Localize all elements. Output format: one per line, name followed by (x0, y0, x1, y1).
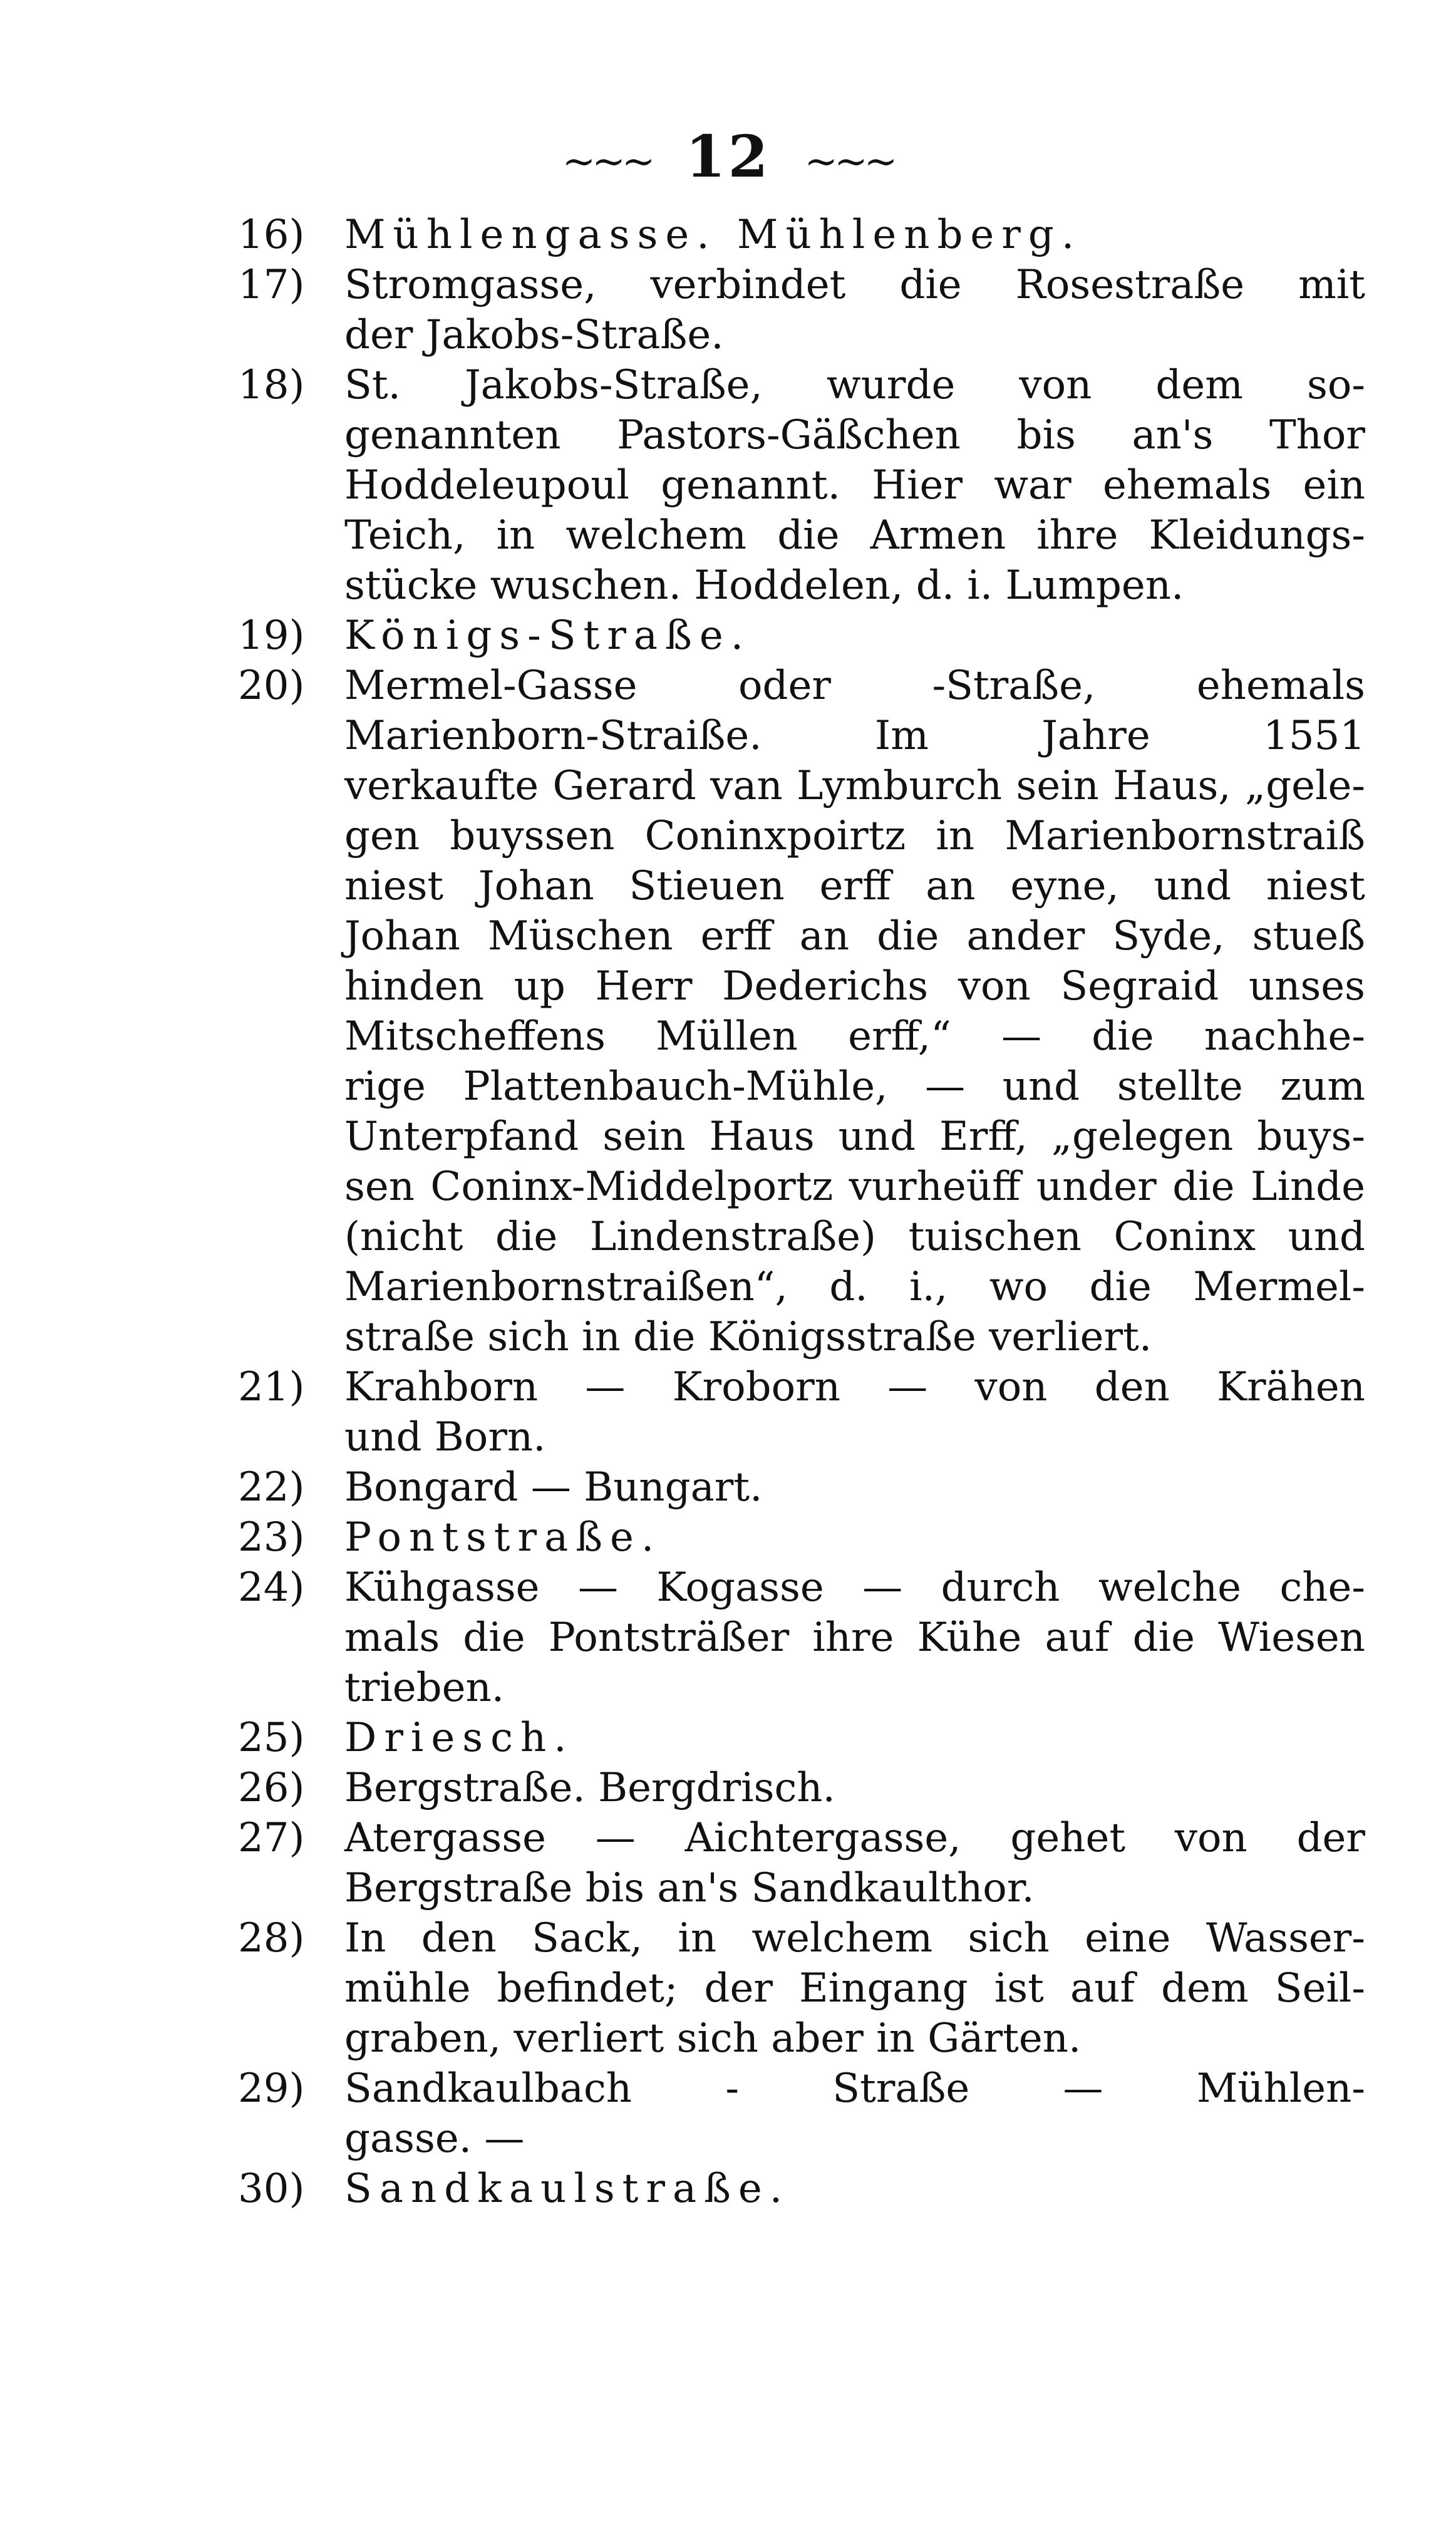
item-line: Krahborn — Kroborn — von den Krähen (344, 1364, 1365, 1410)
item-line: Mermel-Gasse oder -Straße, ehemals (344, 663, 1365, 709)
item-line: graben, verliert sich aber in Gärten. (344, 2015, 1082, 2062)
item-line: gasse. — (344, 2116, 525, 2162)
list-item (238, 1713, 1365, 1763)
ornament-left: ~~~ (562, 138, 652, 185)
item-line: niest Johan Stieuen erff an eyne, und niest (344, 863, 1365, 909)
item-line: Kühgasse — Kogasse — durch welche che- (344, 1564, 1365, 1611)
list-item (238, 1362, 1365, 1462)
list-item (238, 360, 1365, 611)
item-line: der Jakobs-Straße. (344, 312, 724, 358)
item-line: Sandkaulstraße. (344, 2166, 790, 2212)
item-line: Unterpfand sein Haus und Erff, „gelegen buys- (344, 1114, 1365, 1160)
list-item (238, 1913, 1365, 2064)
item-line: Bergstraße bis an's Sandkaulthor. (344, 1865, 1035, 1911)
item-line: sen Coninx-Middelportz vurheüff under die Linde (344, 1164, 1365, 1210)
item-line: stücke wuschen. Hoddelen, d. i. Lumpen. (344, 562, 1184, 609)
item-line: und Born. (344, 1414, 546, 1460)
item-line: Teich, in welchem die Armen ihre Kleidungs- (344, 512, 1365, 559)
item-number: 28) (238, 1915, 305, 1961)
item-line: hinden up Herr Dederichs von Segraid unses (344, 963, 1365, 1010)
street-list (238, 210, 1365, 2214)
item-line: St. Jakobs-Straße, wurde von dem so- (344, 362, 1365, 408)
item-line: rige Plattenbauch-Mühle, — und stellte zum (344, 1063, 1365, 1110)
item-line: Sandkaulbach - Straße — Mühlen- (344, 2065, 1365, 2112)
list-item (238, 1563, 1365, 1713)
item-number: 29) (238, 2065, 305, 2112)
item-line: verkaufte Gerard van Lymburch sein Haus, „gele- (344, 763, 1365, 809)
item-number: 18) (238, 362, 305, 408)
item-line: Hoddeleupoul genannt. Hier war ehemals ein (344, 462, 1365, 509)
item-number: 23) (238, 1514, 305, 1561)
item-line: mühle befindet; der Eingang ist auf dem Seil- (344, 1965, 1365, 2012)
list-item (238, 1512, 1365, 1563)
item-line: straße sich in die Königsstraße verliert. (344, 1314, 1152, 1360)
item-number: 21) (238, 1364, 305, 1410)
item-line: Bergstraße. Bergdrisch. (344, 1765, 835, 1811)
item-number: 20) (238, 663, 305, 709)
item-line: trieben. (344, 1665, 505, 1711)
item-line: Atergasse — Aichtergasse, gehet von der (344, 1815, 1365, 1861)
item-number: 30) (238, 2166, 305, 2212)
page-header (0, 122, 1456, 196)
item-number: 26) (238, 1765, 305, 1811)
item-line: Mitscheffens Müllen erff,“ — die nachhe- (344, 1013, 1365, 1060)
item-line: Marienborn-Straiße. Im Jahre 1551 (344, 713, 1365, 759)
item-number: 25) (238, 1715, 305, 1761)
list-item (238, 1763, 1365, 1813)
item-number: 16) (238, 212, 305, 258)
page-number: 12 (685, 123, 771, 190)
item-line: In den Sack, in welchem sich eine Wasser- (344, 1915, 1365, 1961)
item-number: 22) (238, 1464, 305, 1511)
item-line: mals die Pontsträßer ihre Kühe auf die Wiesen (344, 1615, 1365, 1661)
item-line: gen buyssen Coninxpoirtz in Marienbornstraiß (344, 813, 1365, 859)
ornament-right: ~~~ (804, 138, 894, 185)
item-line: Stromgasse, verbindet die Rosestraße mit (344, 262, 1365, 308)
item-number: 24) (238, 1564, 305, 1611)
item-line: Johan Müschen erff an die ander Syde, stueß (344, 913, 1365, 959)
item-line: Marienbornstraißen“, d. i., wo die Mermel- (344, 1264, 1365, 1310)
item-line: Driesch. (344, 1715, 574, 1761)
item-line: genannten Pastors-Gäßchen bis an's Thor (344, 412, 1365, 458)
item-number: 27) (238, 1815, 305, 1861)
list-item (238, 260, 1365, 360)
item-line: Mühlengasse. Mühlenberg. (344, 212, 1082, 258)
item-line: (nicht die Lindenstraße) tuischen Coninx und (344, 1214, 1365, 1260)
item-number: 19) (238, 612, 305, 659)
item-line: Königs-Straße. (344, 612, 751, 659)
item-line: Bongard — Bungart. (344, 1464, 763, 1511)
item-number: 17) (238, 262, 305, 308)
list-item (238, 611, 1365, 661)
list-item (238, 1813, 1365, 1913)
item-line: Pontstraße. (344, 1514, 662, 1561)
list-item (238, 2064, 1365, 2164)
list-item (238, 661, 1365, 1362)
list-item (238, 1462, 1365, 1512)
list-item (238, 2164, 1365, 2214)
list-item (238, 210, 1365, 260)
